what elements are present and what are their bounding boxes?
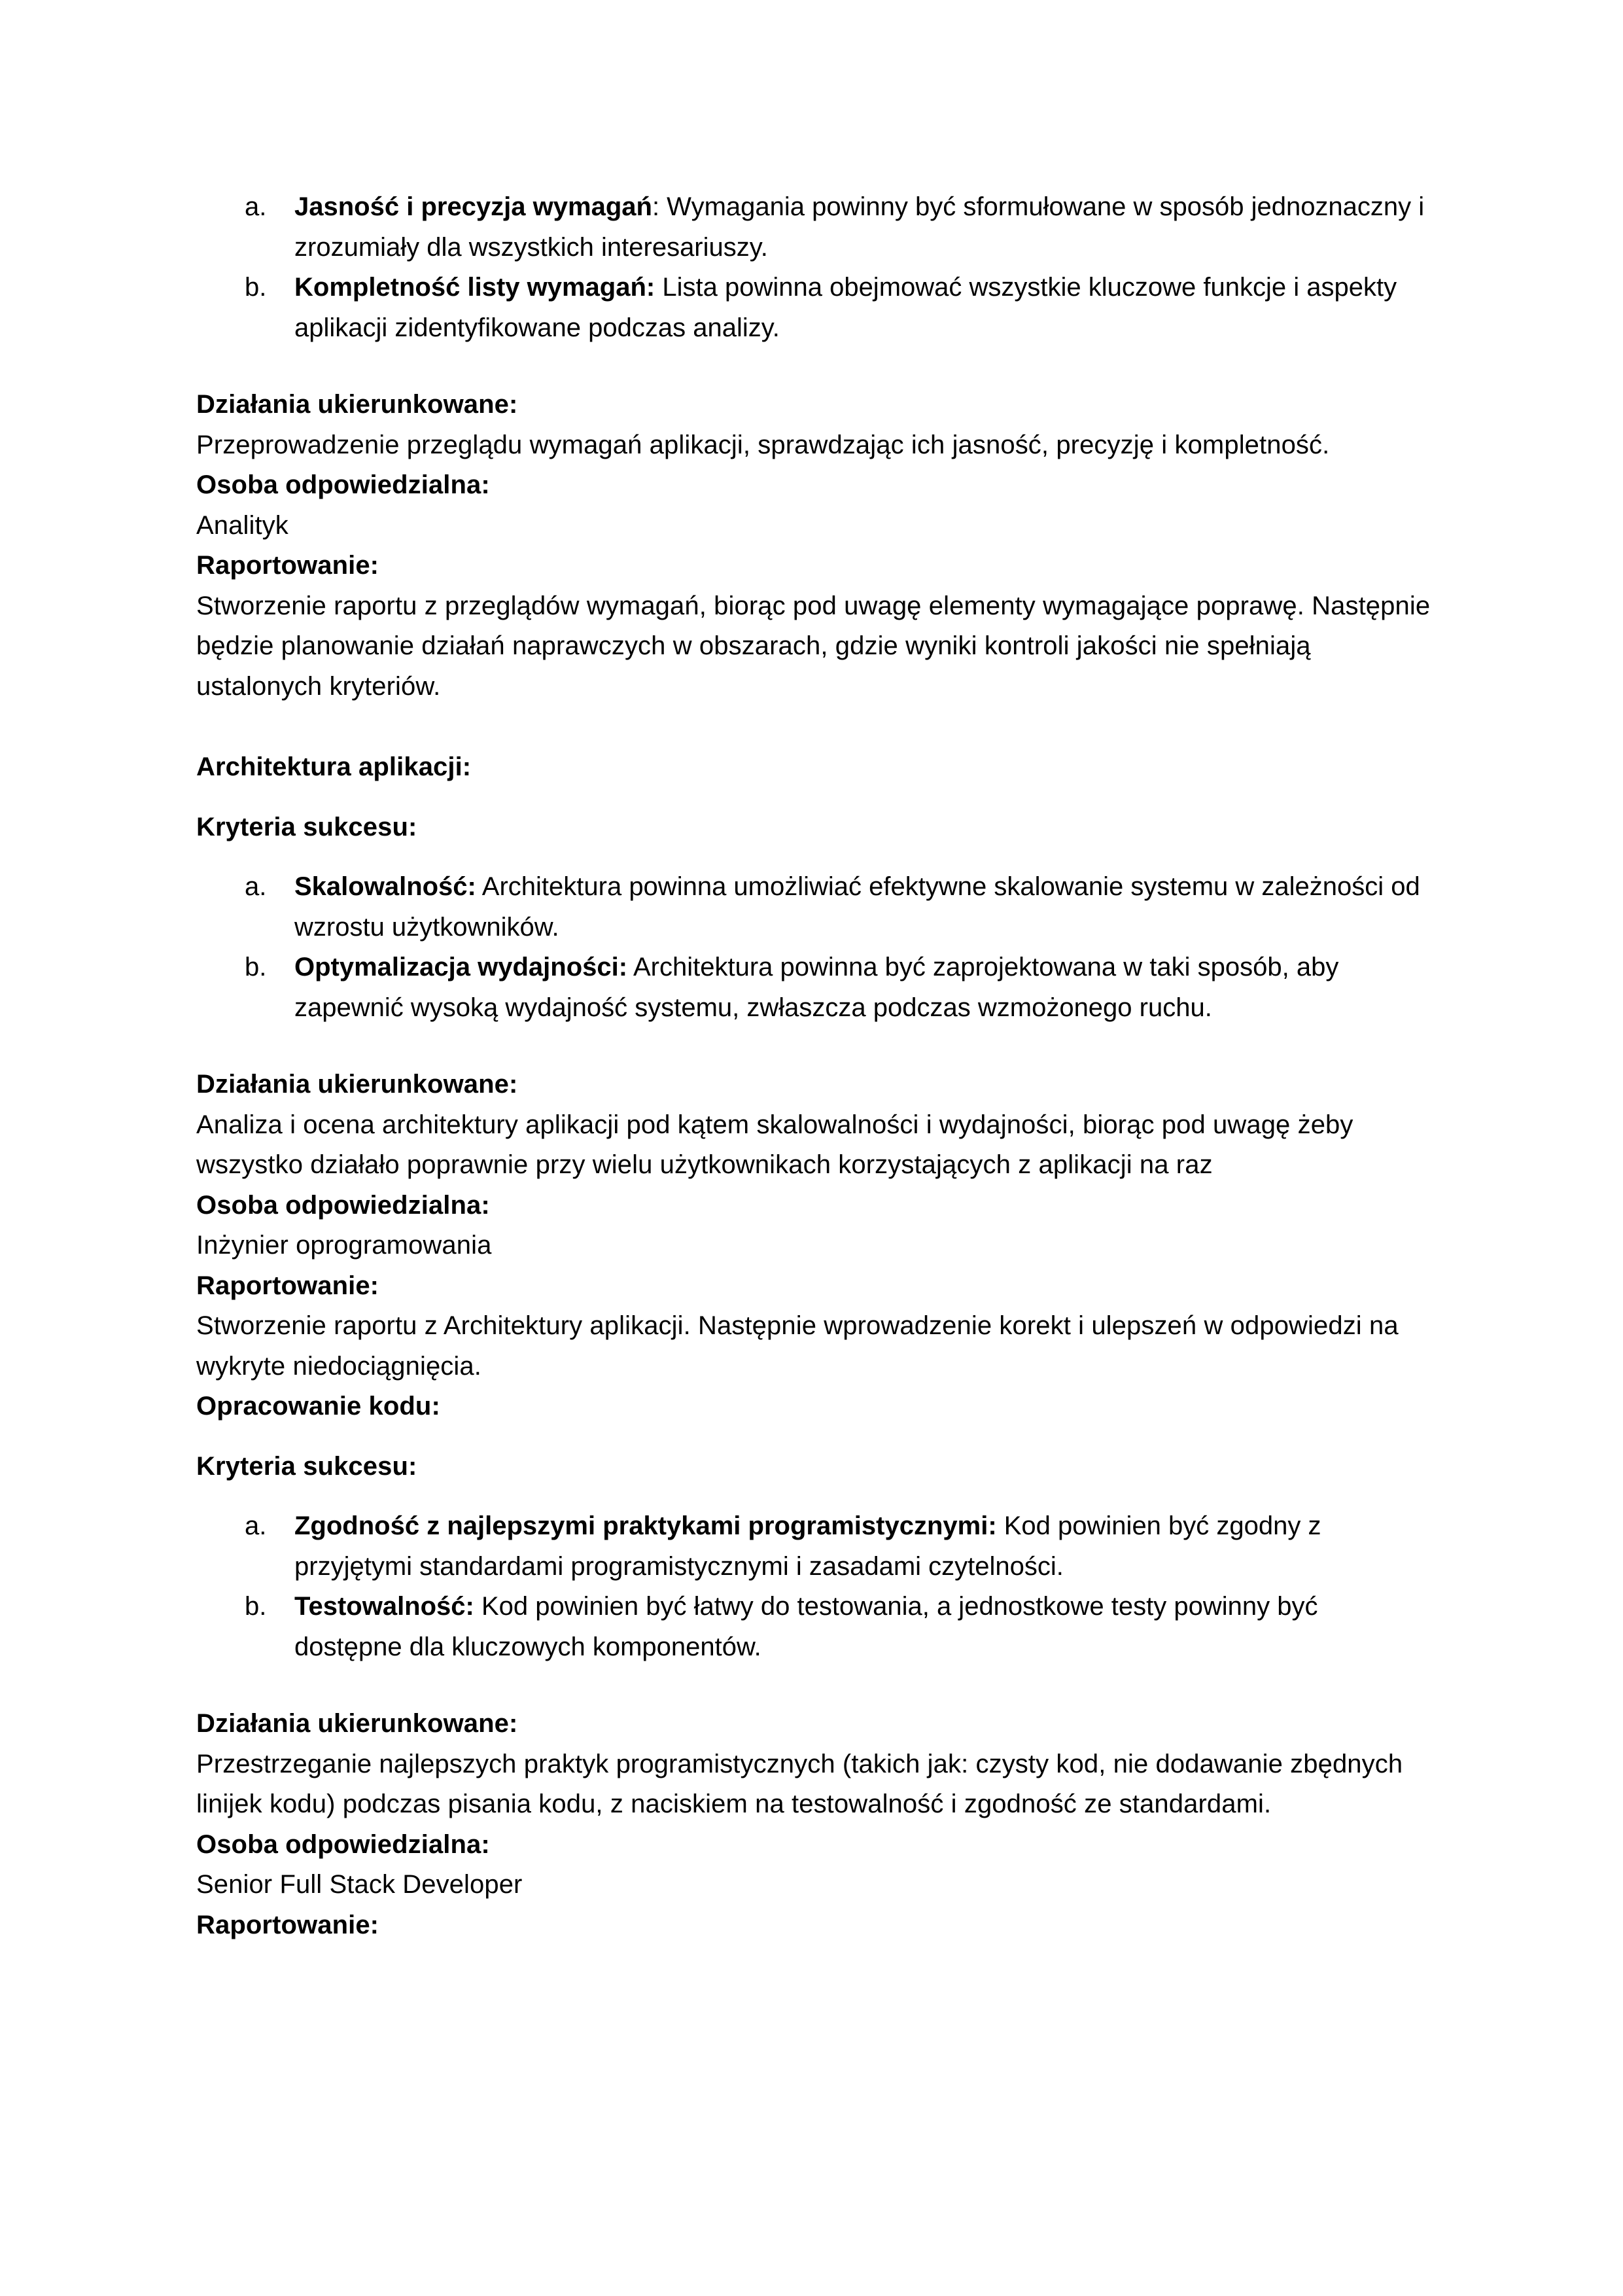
list-item (196, 867, 1433, 947)
list-item-rest: Architektura powinna umożliwiać efektywne skalowanie systemu w zależności od wzrostu użytkowników. (294, 872, 1420, 942)
list-item (196, 268, 1433, 348)
list-item-text (294, 1587, 1433, 1667)
requirements-reporting-body: Stworzenie raportu z przeglądów wymagań, biorąc pod uwagę elementy wymagające poprawę. Następnie będzie planowanie działań naprawczych w obszarach, gdzie wyniki kontroli jakości nie spełniają ustalonych kryteriów. (196, 591, 1431, 701)
list-item (196, 1506, 1433, 1587)
architecture-reporting-body: Stworzenie raportu z Architektury aplikacji. Następnie wprowadzenie korekt i ulepszeń w odpowiedzi na wykryte niedociągnięcia. (196, 1311, 1399, 1381)
spacer (196, 348, 1433, 385)
document-body (196, 187, 1433, 1945)
code-reporting-heading: Raportowanie: (196, 1910, 379, 1939)
spacer (196, 1028, 1433, 1065)
list-marker: b. (245, 1592, 267, 1621)
requirements-criteria-list (196, 187, 1433, 348)
list-item-lead: Skalowalność: (294, 872, 476, 901)
list-item (196, 947, 1433, 1028)
list-item-text (294, 947, 1433, 1028)
list-item-lead: Zgodność z najlepszymi praktykami programistycznymi: (294, 1511, 997, 1540)
list-item-lead: Testowalność: (294, 1592, 474, 1621)
list-item-rest: Architektura powinna być zaprojektowana w taki sposób, aby zapewnić wysoką wydajność systemu, zwłaszcza podczas wzmożonego ruchu. (294, 953, 1339, 1022)
code-section-title: Opracowanie kodu: (196, 1392, 440, 1421)
code-owner-heading: Osoba odpowiedzialna: (196, 1829, 490, 1859)
code-owner-body: Senior Full Stack Developer (196, 1870, 523, 1899)
architecture-owner-body: Inżynier oprogramowania (196, 1231, 492, 1260)
requirements-actions-body: Przeprowadzenie przeglądu wymagań aplikacji, sprawdzając ich jasność, precyzję i kompletność. (196, 430, 1330, 459)
architecture-criteria-list (196, 867, 1433, 1028)
spacer (196, 847, 1433, 867)
list-item-rest: Kod powinien być zgodny z przyjętymi standardami programistycznymi i zasadami czytelności. (294, 1511, 1321, 1581)
architecture-actions-heading: Działania ukierunkowane: (196, 1070, 518, 1099)
architecture-criteria-heading: Kryteria sukcesu: (196, 812, 417, 841)
list-marker: b. (245, 953, 267, 981)
spacer (196, 707, 1433, 747)
list-item-rest: Lista powinna obejmować wszystkie kluczowe funkcje i aspekty aplikacji zidentyfikowane podczas analizy. (294, 273, 1397, 342)
list-marker: a. (245, 872, 267, 901)
list-item-lead: Kompletność listy wymagań: (294, 273, 655, 302)
code-actions-heading: Działania ukierunkowane: (196, 1709, 518, 1738)
list-item-rest: Kod powinien być łatwy do testowania, a jednostkowe testy powinny być dostępne dla kluczowych komponentów. (294, 1592, 1318, 1661)
requirements-owner-body: Analityk (196, 510, 288, 540)
code-actions-body: Przestrzeganie najlepszych praktyk programistycznych (takich jak: czysty kod, nie dodawanie zbędnych linijek kodu) podczas pisania kodu, z naciskiem na testowalność i zgodność ze standardami. (196, 1749, 1403, 1818)
requirements-reporting-heading: Raportowanie: (196, 551, 379, 580)
architecture-owner-heading: Osoba odpowiedzialna: (196, 1190, 490, 1220)
list-item-text (294, 867, 1433, 947)
spacer (196, 1427, 1433, 1447)
list-item (196, 187, 1433, 268)
list-item-text (294, 268, 1433, 348)
architecture-actions-body: Analiza i ocena architektury aplikacji pod kątem skalowalności i wydajności, biorąc pod uwagę żeby wszystko działało poprawnie przy wielu użytkownikach korzystających z aplikacji na raz (196, 1110, 1353, 1179)
list-item (196, 1587, 1433, 1667)
architecture-reporting-heading: Raportowanie: (196, 1271, 379, 1300)
list-item-text (294, 187, 1433, 268)
requirements-owner-heading: Osoba odpowiedzialna: (196, 470, 490, 499)
architecture-section-title: Architektura aplikacji: (196, 752, 472, 781)
code-criteria-list (196, 1506, 1433, 1667)
code-criteria-heading: Kryteria sukcesu: (196, 1451, 417, 1481)
list-marker: b. (245, 273, 267, 302)
list-item-lead: Optymalizacja wydajności: (294, 953, 628, 981)
spacer (196, 1487, 1433, 1506)
list-item-text (294, 1506, 1433, 1587)
list-item-rest: : Wymagania powinny być sformułowane w sposób jednoznaczny i zrozumiały dla wszystkich interesariuszy. (294, 192, 1425, 262)
spacer (196, 1667, 1433, 1704)
list-marker: a. (245, 1511, 267, 1540)
list-marker: a. (245, 192, 267, 221)
requirements-actions-heading: Działania ukierunkowane: (196, 390, 518, 419)
list-item-lead: Jasność i precyzja wymagań (294, 192, 652, 221)
spacer (196, 788, 1433, 807)
